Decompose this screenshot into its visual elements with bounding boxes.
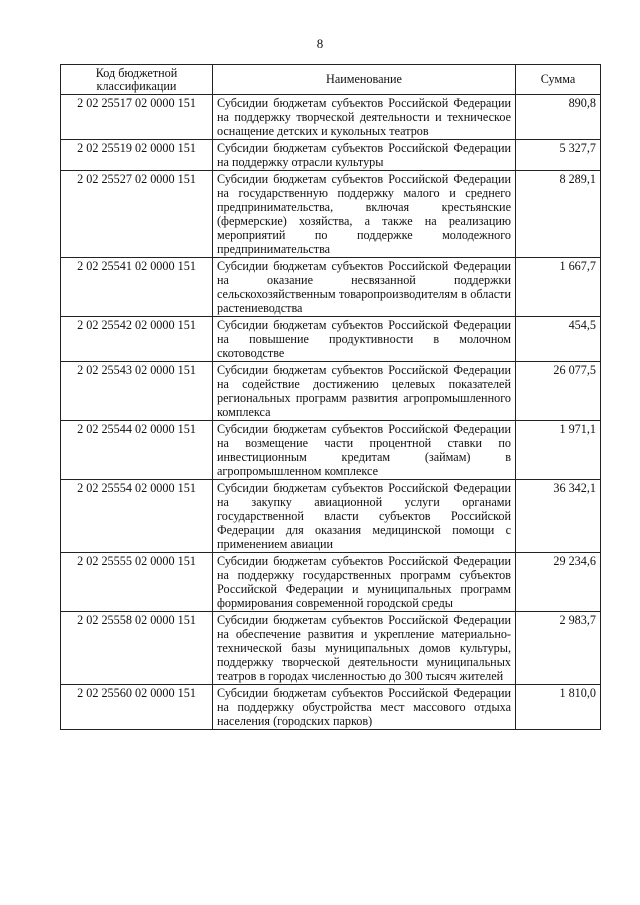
row-sum: 26 077,5 — [516, 362, 601, 421]
row-code: 2 02 25527 02 0000 151 — [61, 171, 213, 258]
table-row — [61, 95, 601, 140]
table-row — [61, 258, 601, 317]
row-sum: 1 667,7 — [516, 258, 601, 317]
row-code: 2 02 25517 02 0000 151 — [61, 95, 213, 140]
row-sum: 5 327,7 — [516, 140, 601, 171]
row-sum: 890,8 — [516, 95, 601, 140]
table-row — [61, 612, 601, 685]
row-code: 2 02 25555 02 0000 151 — [61, 553, 213, 612]
row-sum: 29 234,6 — [516, 553, 601, 612]
header-code: Код бюджетной классификации — [61, 65, 213, 95]
row-code: 2 02 25560 02 0000 151 — [61, 685, 213, 730]
table-row — [61, 171, 601, 258]
row-sum: 1 971,1 — [516, 421, 601, 480]
table-header-row — [61, 65, 601, 95]
row-sum: 8 289,1 — [516, 171, 601, 258]
table-row — [61, 480, 601, 553]
row-name: Субсидии бюджетам субъектов Российской Федерации на государственную поддержку малого и среднего предпринимательства, включая крестьянские (фермерские) хозяйства, а также на реализацию мероприятий по поддержке молодежного предпринимательства — [213, 171, 516, 258]
row-name: Субсидии бюджетам субъектов Российской Федерации на поддержку отрасли культуры — [213, 140, 516, 171]
row-code: 2 02 25542 02 0000 151 — [61, 317, 213, 362]
row-sum: 36 342,1 — [516, 480, 601, 553]
row-name: Субсидии бюджетам субъектов Российской Федерации на возмещение части процентной ставки по инвестиционным кредитам (займам) в агропромышленном комплексе — [213, 421, 516, 480]
row-name: Субсидии бюджетам субъектов Российской Федерации на поддержку государственных программ субъектов Российской Федерации и муниципальных программ формирования современной городской среды — [213, 553, 516, 612]
row-name: Субсидии бюджетам субъектов Российской Федерации на обеспечение развития и укрепление материально-технической базы муниципальных домов культуры, поддержку творческой деятельности муниципальных театров в городах численностью до 300 тысяч жителей — [213, 612, 516, 685]
header-name: Наименование — [213, 65, 516, 95]
row-code: 2 02 25519 02 0000 151 — [61, 140, 213, 171]
row-code: 2 02 25554 02 0000 151 — [61, 480, 213, 553]
row-name: Субсидии бюджетам субъектов Российской Федерации на оказание несвязанной поддержки сельскохозяйственным товаропроизводителям в области растениеводства — [213, 258, 516, 317]
budget-table — [60, 64, 601, 730]
table-row — [61, 421, 601, 480]
header-sum: Сумма — [516, 65, 601, 95]
row-code: 2 02 25541 02 0000 151 — [61, 258, 213, 317]
row-name: Субсидии бюджетам субъектов Российской Федерации на поддержку обустройства мест массового отдыха населения (городских парков) — [213, 685, 516, 730]
row-sum: 1 810,0 — [516, 685, 601, 730]
row-code: 2 02 25543 02 0000 151 — [61, 362, 213, 421]
row-sum: 454,5 — [516, 317, 601, 362]
row-sum: 2 983,7 — [516, 612, 601, 685]
row-name: Субсидии бюджетам субъектов Российской Федерации на поддержку творческой деятельности и техническое оснащение детских и кукольных театров — [213, 95, 516, 140]
row-name: Субсидии бюджетам субъектов Российской Федерации на повышение продуктивности в молочном скотоводстве — [213, 317, 516, 362]
table-row — [61, 553, 601, 612]
table-row — [61, 317, 601, 362]
row-code: 2 02 25558 02 0000 151 — [61, 612, 213, 685]
page-number: 8 — [316, 36, 324, 51]
table-row — [61, 685, 601, 730]
row-name: Субсидии бюджетам субъектов Российской Федерации на содействие достижению целевых показателей региональных программ развития агропромышленного комплекса — [213, 362, 516, 421]
table-row — [61, 140, 601, 171]
row-name: Субсидии бюджетам субъектов Российской Федерации на закупку авиационной услуги органами государственной власти субъектов Российской Федерации для оказания медицинской помощи с применением авиации — [213, 480, 516, 553]
table-row — [61, 362, 601, 421]
row-code: 2 02 25544 02 0000 151 — [61, 421, 213, 480]
